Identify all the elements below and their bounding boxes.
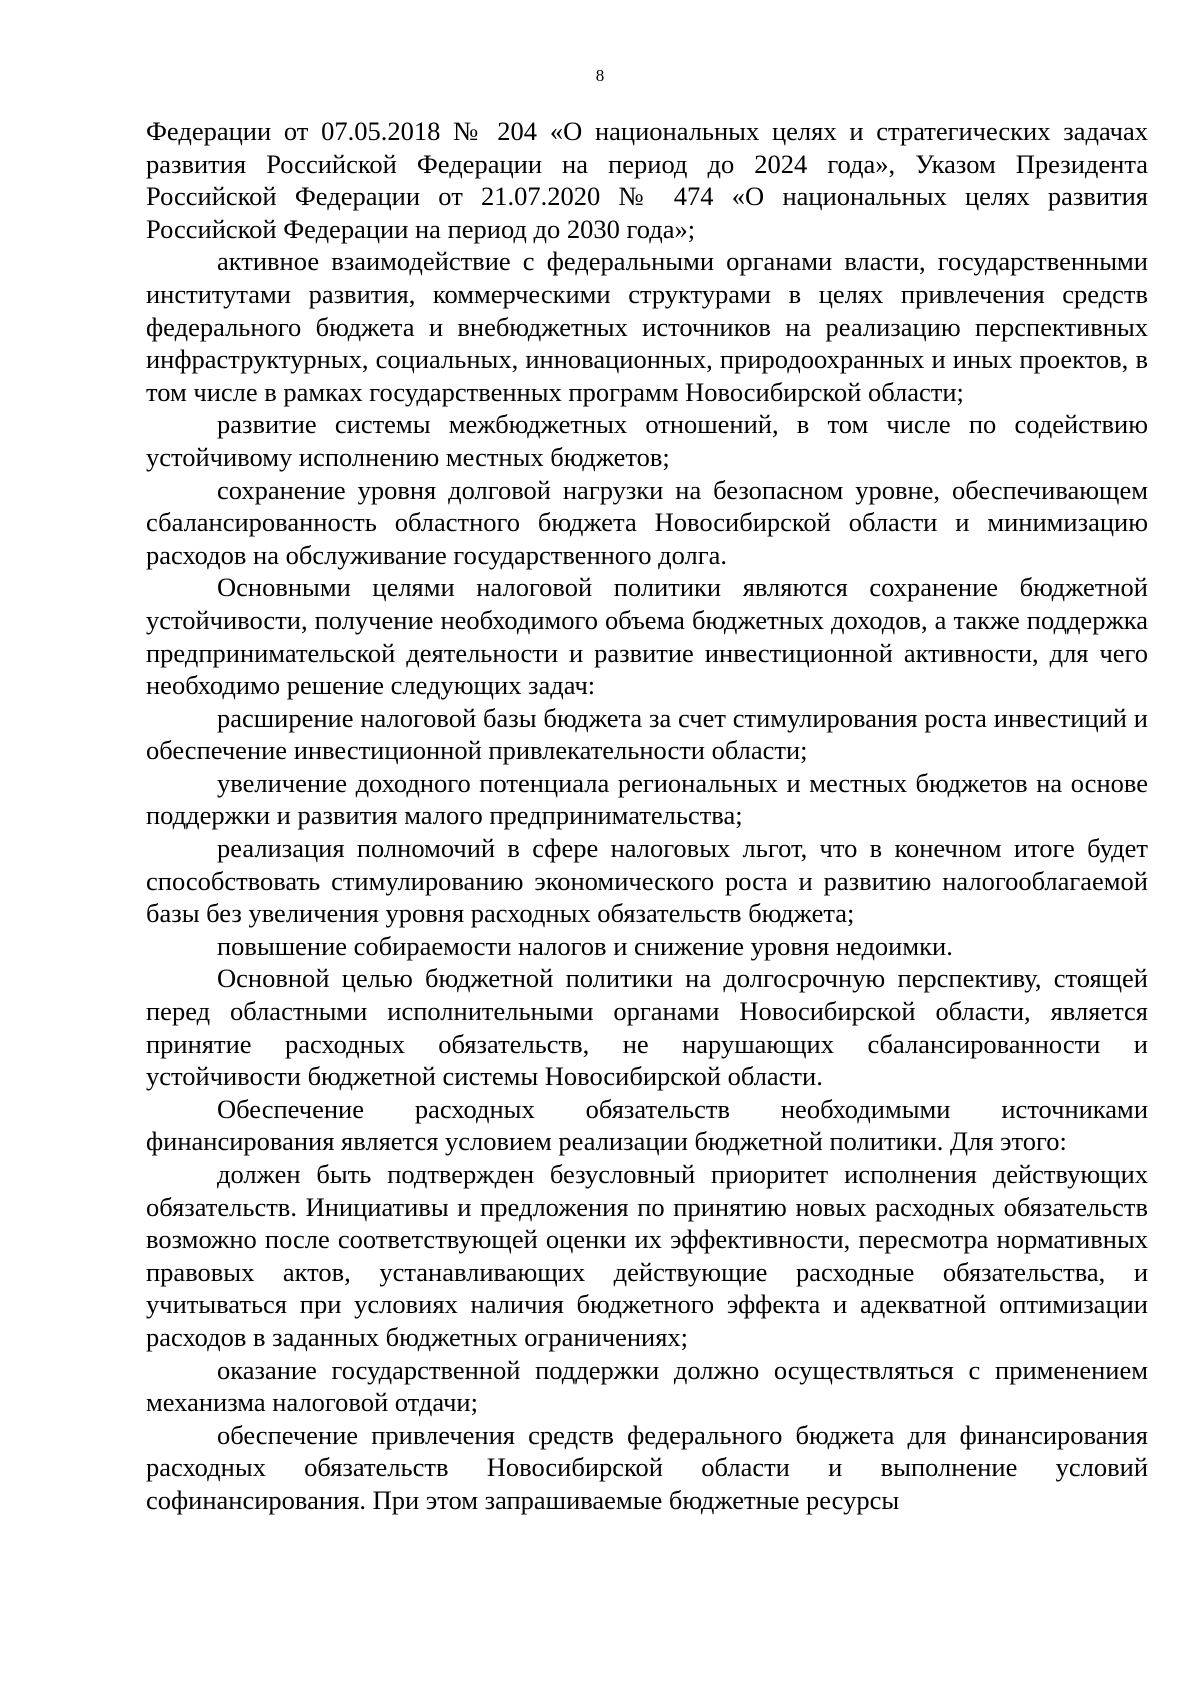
- paragraph: Основными целями налоговой политики являются сохранение бюджетной устойчивости, получение необходимого объема бюджетных доходов, а также поддержка предпринимательской деятельности и развитие инвестиционной активности, для чего необходимо решение следующих задач:: [146, 572, 1148, 701]
- paragraph: сохранение уровня долговой нагрузки на безопасном уровне, обеспечивающем сбалансированность областного бюджета Новосибирской области и минимизацию расходов на обслуживание государственного долга.: [146, 474, 1148, 570]
- paragraph: реализация полномочий в сфере налоговых льгот, что в конечном итоге будет способствовать стимулированию экономического роста и развитию налогооблагаемой базы без увеличения уровня расходных обязательств бюджета;: [146, 833, 1148, 929]
- page-number: 8: [595, 66, 605, 85]
- paragraph: обеспечение привлечения средств федерального бюджета для финансирования расходных обязательств Новосибирской области и выполнение условий софинансирования. При этом запрашиваемые бюджетные ресурсы: [146, 1419, 1148, 1515]
- paragraph: увеличение доходного потенциала региональных и местных бюджетов на основе поддержки и развития малого предпринимательства;: [146, 767, 1148, 831]
- paragraph: расширение налоговой базы бюджета за счет стимулирования роста инвестиций и обеспечение инвестиционной привлекательности области;: [146, 702, 1148, 766]
- paragraph: должен быть подтвержден безусловный приоритет исполнения действующих обязательств. Инициативы и предложения по принятию новых расходных обязательств возможно после соответствующей оценки их эффективности, пересмотра нормативных правовых актов, устанавливающих действующие расходные обязательства, и учитываться при условиях наличия бюджетного эффекта и адекватной оптимизации расходов в заданных бюджетных ограничениях;: [146, 1159, 1148, 1352]
- document-body: [146, 115, 1148, 1517]
- paragraph: активное взаимодействие с федеральными органами власти, государственными институтами развития, коммерческими структурами в целях привлечения средств федерального бюджета и внебюджетных источников на реализацию перспективных инфраструктурных, социальных, инновационных, природоохранных и иных проектов, в том числе в рамках государственных программ Новосибирской области;: [146, 246, 1148, 407]
- paragraph: Обеспечение расходных обязательств необходимыми источниками финансирования является условием реализации бюджетной политики. Для этого:: [146, 1093, 1148, 1157]
- paragraph: развитие системы межбюджетных отношений, в том числе по содействию устойчивому исполнению местных бюджетов;: [146, 409, 1148, 472]
- paragraph: повышение собираемости налогов и снижение уровня недоимки.: [217, 930, 953, 961]
- paragraph: Федерации от 07.05.2018 № 204 «О национальных целях и стратегических задачах развития Российской Федерации на период до 2024 года», Указом Президента Российской Федерации от 21.07.2020 № 474 «О национальных целях развития Российской Федерации на период до 2030 года»;: [146, 116, 1148, 244]
- paragraph: Основной целью бюджетной политики на долгосрочную перспективу, стоящей перед областными исполнительными органами Новосибирской области, является принятие расходных обязательств, не нарушающих сбалансированности и устойчивости бюджетной системы Новосибирской области.: [146, 963, 1148, 1092]
- paragraph: оказание государственной поддержки должно осуществляться с применением механизма налоговой отдачи;: [146, 1354, 1148, 1418]
